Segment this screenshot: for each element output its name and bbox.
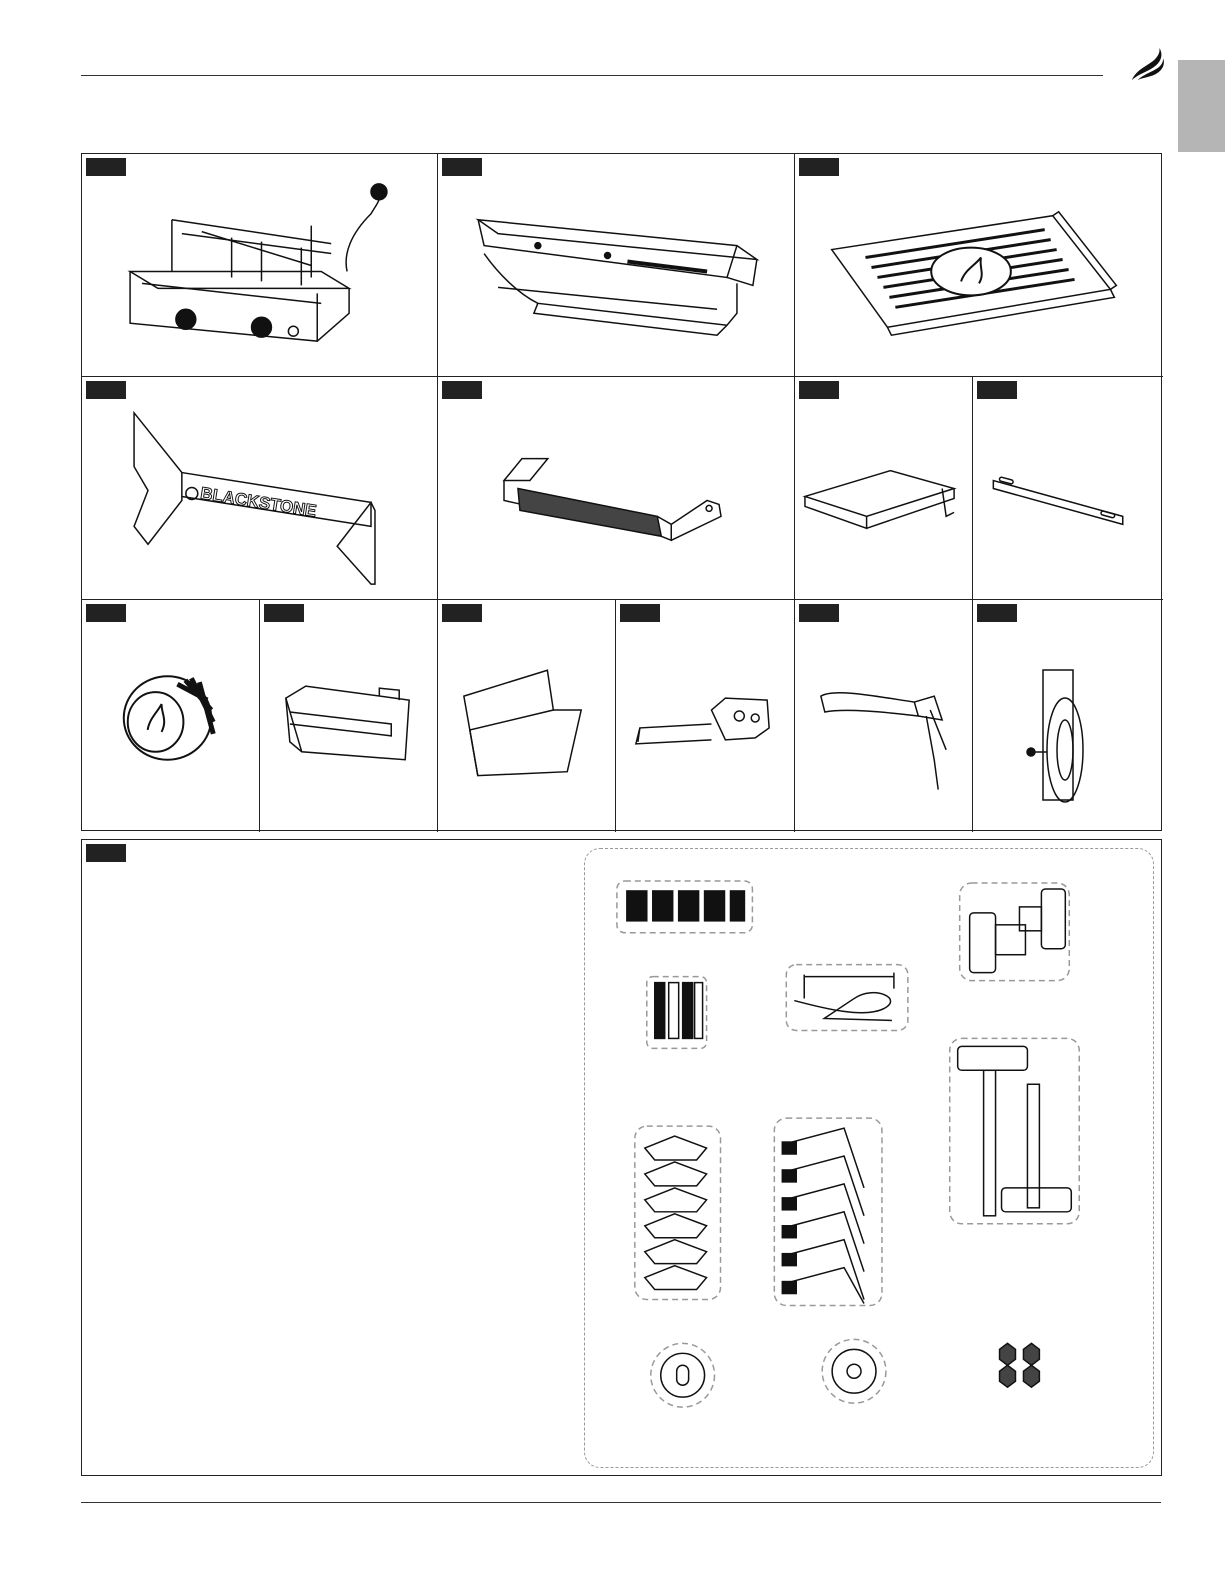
thumb-screws-long-icon	[950, 1038, 1080, 1223]
angle-bolts-icon	[774, 1118, 882, 1305]
lever-bracket-icon	[795, 600, 972, 832]
griddle-hood-icon	[438, 154, 794, 376]
part-cell-caster-wheel	[973, 600, 1163, 832]
part-cell-grease-cup	[260, 600, 438, 832]
header-rule	[81, 75, 1103, 76]
hardware-items	[585, 849, 1153, 1467]
hardware-panel	[81, 839, 1162, 1476]
section-tab	[1178, 60, 1225, 152]
part-cell-hook-bracket	[616, 600, 795, 832]
footer-rule	[81, 1502, 1161, 1503]
part-cell-grease-cup-liner	[438, 600, 616, 832]
grease-cup-liner-icon	[438, 600, 615, 832]
hitch-pin-icon	[786, 965, 908, 1031]
caster-wheel-icon	[973, 600, 1163, 832]
brand-text: BLACKSTONE	[199, 483, 318, 521]
towel-bar-handle-icon	[438, 377, 794, 599]
control-knob-icon	[82, 600, 259, 832]
hook-bracket-icon	[616, 600, 794, 832]
hex-nuts-icon	[1000, 1343, 1040, 1387]
bracket-tray-icon	[795, 377, 972, 599]
front-panel-icon	[82, 377, 437, 599]
part-cell-handle	[438, 377, 795, 600]
griddle-base-icon	[82, 154, 437, 376]
part-cell-bracket-tray	[795, 377, 973, 600]
slotted-washer-icon	[651, 1343, 715, 1407]
grease-cup-icon	[260, 600, 437, 832]
part-cell-control-knob	[82, 600, 260, 832]
part-cell-griddle-plate	[795, 154, 1163, 377]
hardware-pack	[584, 848, 1154, 1468]
part-cell-lever-bracket	[795, 600, 973, 832]
part-cell-front-panel	[82, 377, 438, 600]
support-bar-icon	[973, 377, 1163, 599]
thumb-screws-short-icon	[960, 883, 1070, 981]
part-cell-griddle-hood	[438, 154, 795, 377]
hardware-number-tag	[86, 844, 126, 862]
cooking-plate-icon	[795, 154, 1163, 376]
part-cell-support-bar	[973, 377, 1163, 600]
flat-washer-icon	[822, 1339, 886, 1403]
short-bolts-icon	[617, 881, 753, 933]
part-cell-griddle-base	[82, 154, 438, 377]
blackstone-flame-icon	[1128, 46, 1166, 84]
wing-nuts-icon	[635, 1126, 721, 1299]
parts-grid	[81, 153, 1162, 831]
long-bolts-icon	[647, 977, 707, 1049]
